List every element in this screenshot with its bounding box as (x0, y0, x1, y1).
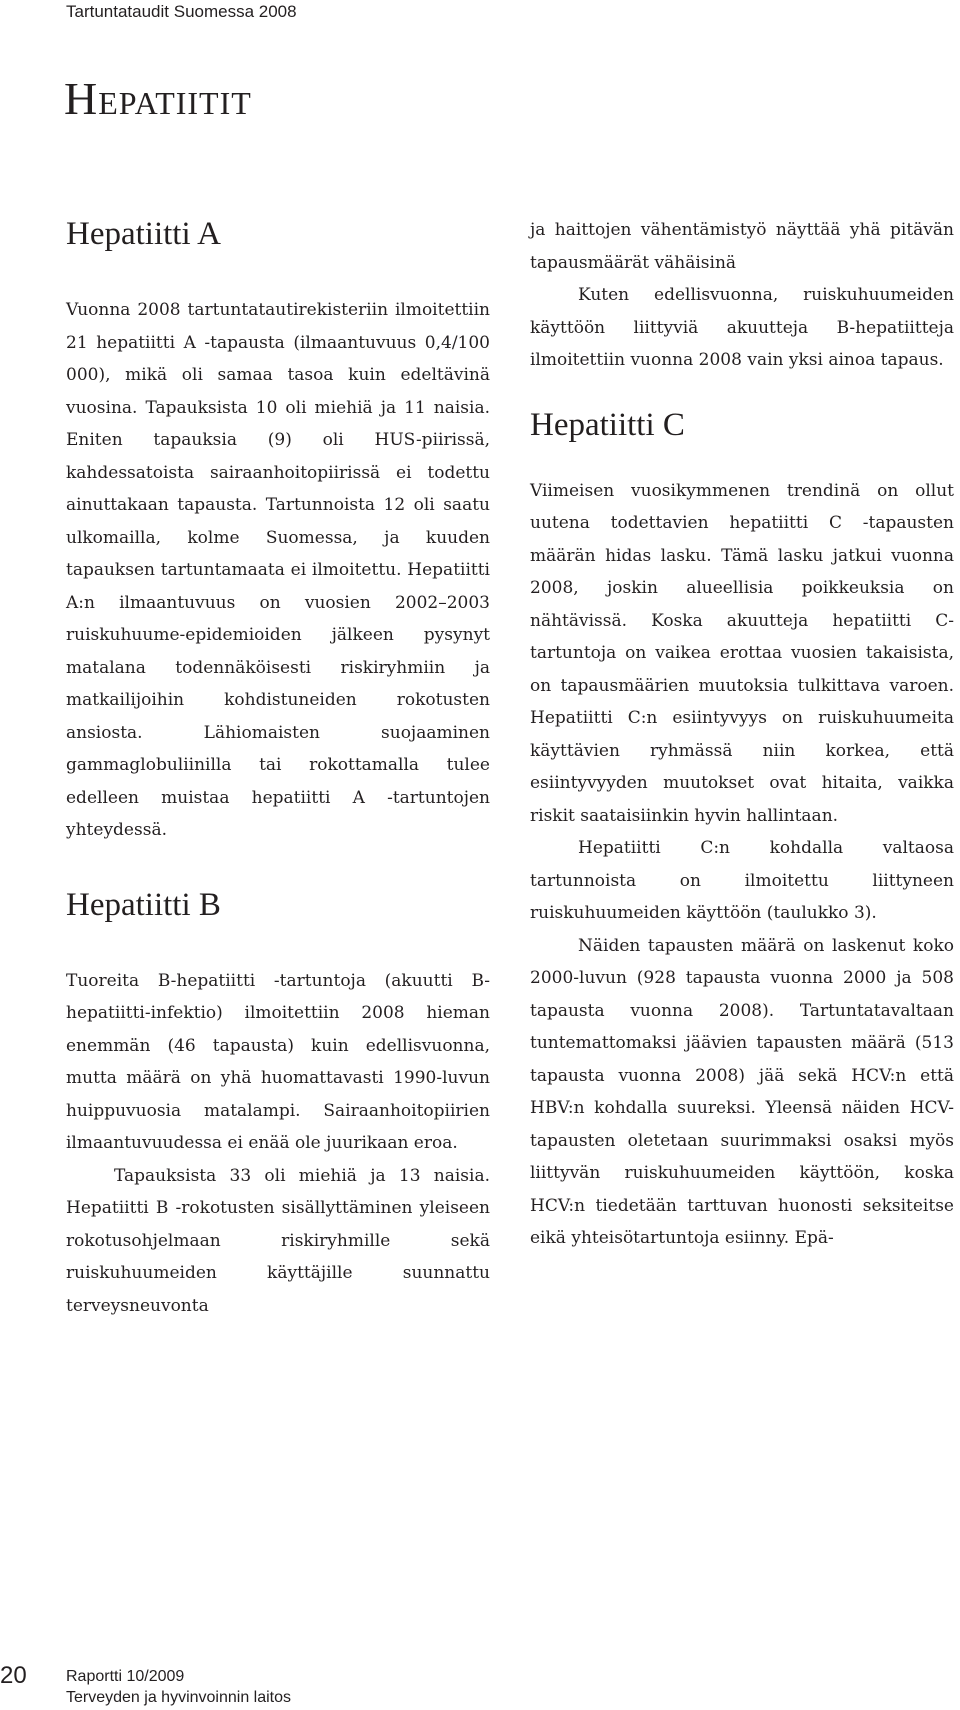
page-title: Hepatiitit (64, 73, 252, 124)
hep-a-paragraph: Vuonna 2008 tartuntatautirekisteriin ilmoitettiin 21 hepatiitti A -tapausta (ilmaantuvuus 0,4/100 000), mikä oli samaa tasoa kuin edeltävinä vuosina. Tapauksista 10 oli miehiä ja 11 naisia. Eniten tapauksia (9) oli HUS-piirissä, kahdessatoista sairaanhoitopiirissä ei todettu ainuttakaan tapausta. Tartunnoista 12 oli saatu ulkomailla, kolme Suomessa, ja kuuden tapauksen tartuntamaata ei ilmoitettu. Hepatiitti A:n ilmaantuvuus on vuosien 2002–2003 ruiskuhuume-epidemioiden jälkeen pysynyt matalana todennäköisesti riskiryhmiin ja matkailijoihin kohdistuneiden rokotusten ansiosta. Lähiomaisten suojaaminen gammaglobuliinilla tai rokottamalla tulee edelleen muistaa hepatiitti A -tartuntojen yhteydessä. (66, 300, 490, 840)
footer (66, 1666, 291, 1708)
footer-institution: Terveyden ja hyvinvoinnin laitos (66, 1689, 292, 1706)
footer-report: Raportti 10/2009 (66, 1668, 185, 1685)
hep-b-paragraph-3: Kuten edellisvuonna, ruiskuhuumeiden käyttöön liittyviä akuutteja B-hepatiitteja ilmoitettiin vuonna 2008 vain yksi ainoa tapaus. (530, 285, 954, 370)
heading-hepatiitti-b: Hepatiitti B (66, 886, 221, 923)
heading-hepatiitti-a: Hepatiitti A (66, 216, 221, 252)
hep-b-paragraph-2: Tapauksista 33 oli miehiä ja 13 naisia. Hepatiitti B -rokotusten sisällyttäminen yleiseen rokotusohjelmaan riskiryhmille sekä ruiskuhuumeiden käyttäjille suunnattu terveysneuvonta (66, 1165, 490, 1316)
hep-c-paragraph-1: Viimeisen vuosikymmenen trendinä on ollut uutena todettavien hepatiitti C -tapausten määrän hidas lasku. Tämä lasku jatkui vuonna 2008, joskin alueellisia poikkeuksia on nähtävissä. Koska akuutteja hepatiitti C-tartuntoja on vaikea erottaa vuosien takaisista, on tapausmäärien muutoksia tulkittava varoen. Hepatiitti C:n esiintyvyys on ruiskuhuumeita käyttävien ryhmässä niin korkea, että esiintyvyyden muutokset ovat hitaita, vaikka riskit saataisiinkin hyvin hallintaan. (530, 480, 954, 826)
heading-hepatiitti-c: Hepatiitti C (530, 406, 685, 443)
page-number: 20 (0, 1662, 27, 1689)
hep-c-paragraph-3: Näiden tapausten määrä on laskenut koko 2000-luvun (928 tapausta vuonna 2000 ja 508 tapausta vuonna 2008). Tartuntatavaltaan tuntemattomaksi jäävien tapausten määrä (513 tapausta vuonna 2008) jää sekä HCV:n että HBV:n kohdalla suureksi. Yleensä näiden HCV-tapausten oletetaan suurimmaksi osaksi myös liittyvän ruiskuhuumeiden käyttöön, koska HCV:n tiedetään tarttuvan huonosti seksiteitse eikä yhteisötartuntoja esiinny. Epä- (530, 935, 954, 1248)
running-header: Tartuntataudit Suomessa 2008 (66, 2, 297, 21)
hep-c-paragraph-2: Hepatiitti C:n kohdalla valtaosa tartunnoista on ilmoitettu liittyneen ruiskuhuumeiden käyttöön (taulukko 3). (530, 838, 954, 923)
right-column (530, 214, 954, 1255)
hep-b-paragraph-1: Tuoreita B-hepatiitti -tartuntoja (akuutti B-hepatiitti-infektio) ilmoitettiin 2008 hieman enemmän (46 tapausta) kuin edellisvuonna, mutta määrä on yhä huomattavasti 1990-luvun huippuvuosia matalampi. Sairaanhoitopiirien ilmaantuvuudessa ei enää ole juurikaan eroa. (66, 970, 490, 1153)
hep-b-paragraph-2-continued: ja haittojen vähentämistyö näyttää yhä pitävän tapausmäärät vähäisinä (530, 220, 954, 273)
left-column (66, 214, 490, 1322)
